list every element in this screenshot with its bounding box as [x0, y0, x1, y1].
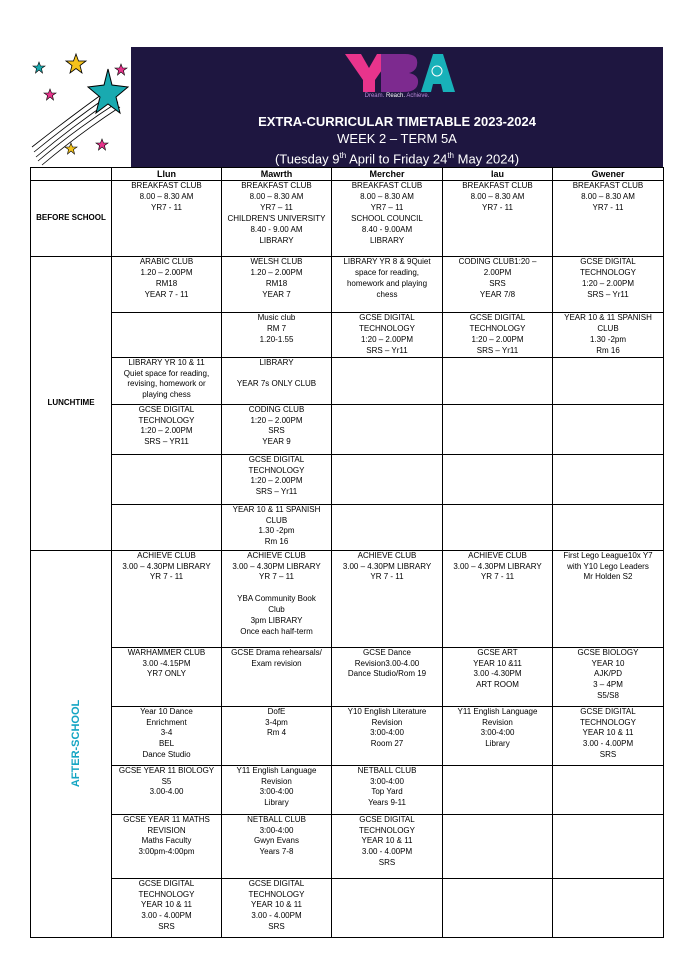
activity-cell	[553, 181, 664, 257]
activity-cell	[443, 814, 553, 878]
activity-line: 1:20 – 2.00PM	[581, 278, 635, 288]
activity-line: Room 27	[370, 739, 404, 749]
activity-line: Revision	[482, 717, 513, 727]
activity-cell	[332, 404, 443, 454]
activity-line: TECHNOLOGY	[579, 267, 636, 277]
after-school-row	[31, 550, 664, 647]
day-header: Llun	[112, 168, 222, 181]
activity-line: YR7 - 11	[592, 202, 624, 212]
activity-line: Revision	[261, 776, 292, 786]
activity-line: BEL	[158, 739, 175, 749]
activity-line: 3.00 – 4.30PM LIBRARY	[342, 561, 432, 571]
activity-cell	[112, 706, 222, 765]
activity-cell	[112, 313, 222, 358]
activity-cell	[443, 647, 553, 706]
activity-line: YEAR 10 & 11 SPANISH	[232, 504, 321, 514]
activity-line: Years 7-8	[259, 847, 294, 857]
activity-cell	[112, 357, 222, 404]
activity-line: LIBRARY	[259, 235, 294, 245]
activity-cell	[222, 454, 332, 504]
activity-line: NETBALL CLUB	[357, 765, 417, 775]
activity-line: YEAR 7s ONLY CLUB	[236, 379, 317, 389]
activity-line: YR 7 - 11	[480, 572, 515, 582]
activity-line: 8.00 – 8.30 AM	[470, 191, 525, 201]
shooting-stars-icon	[30, 47, 131, 167]
activity-line: ART ROOM	[476, 680, 519, 690]
activity-cell	[443, 878, 553, 937]
activity-line: YR7 – 11	[260, 202, 293, 212]
activity-cell	[443, 504, 553, 550]
activity-cell	[222, 706, 332, 765]
yba-logo-icon	[339, 52, 455, 94]
activity-line: GCSE DIGITAL	[248, 878, 305, 888]
activity-cell	[553, 454, 664, 504]
activity-line: TECHNOLOGY	[138, 889, 195, 899]
activity-line: Dance Studio/Rom 19	[347, 669, 427, 679]
activity-line: YEAR 10	[591, 658, 625, 668]
activity-line: 3pm LIBRARY	[250, 616, 303, 626]
activity-line: 3.00 – 4.30PM LIBRARY	[232, 561, 321, 571]
activity-line: REVISION	[147, 825, 186, 835]
activity-line: 3.00-4.00	[149, 787, 184, 797]
activity-line: TECHNOLOGY	[248, 889, 305, 899]
activity-cell	[332, 454, 443, 504]
activity-cell	[112, 550, 222, 647]
activity-line: 1.20 – 2.00PM	[250, 267, 303, 277]
activity-line: YEAR 10 & 11	[582, 728, 634, 738]
after-school-row	[31, 765, 664, 814]
activity-cell	[222, 313, 332, 358]
activity-line: GCSE DIGITAL	[469, 313, 526, 322]
activity-line: TECHNOLOGY	[358, 323, 415, 333]
activity-cell	[332, 765, 443, 814]
activity-line: 1:20 – 2.00PM	[360, 334, 414, 344]
activity-cell	[443, 181, 553, 257]
activity-line: 3-4pm	[265, 717, 288, 727]
activity-line: Enrichment	[146, 717, 187, 727]
activity-cell	[222, 504, 332, 550]
activity-line: 1:20 – 2.00PM	[471, 334, 524, 344]
activity-line: TECHNOLOGY	[138, 415, 195, 425]
activity-line: Rm 16	[596, 345, 620, 355]
title-block	[131, 113, 663, 167]
activity-cell	[332, 257, 443, 313]
activity-line: Top Yard	[371, 787, 403, 797]
activity-line: ACHIEVE CLUB	[468, 550, 527, 560]
activity-line: LIBRARY YR 8 & 9Quiet	[343, 257, 431, 266]
timetable-table	[30, 167, 664, 938]
day-header: Gwener	[553, 168, 664, 181]
activity-line: GCSE Drama rehearsals/	[231, 647, 322, 657]
activity-line: LIBRARY	[259, 357, 294, 367]
activity-line: Revision3.00-4.00	[354, 658, 420, 668]
activity-line: GCSE DIGITAL	[359, 814, 415, 824]
activity-cell	[222, 257, 332, 313]
activity-line: YR7 - 11	[151, 202, 182, 212]
activity-line: GCSE BIOLOGY	[577, 647, 639, 657]
activity-line: playing chess	[142, 390, 191, 400]
header-banner	[30, 47, 663, 167]
activity-line: Years 9-11	[368, 798, 406, 808]
activity-line: GCSE DIGITAL	[580, 257, 636, 266]
activity-line: GCSE DIGITAL	[138, 404, 195, 414]
activity-line: TECHNOLOGY	[248, 465, 305, 475]
after-school-row	[31, 814, 664, 878]
activity-line: CODING CLUB	[248, 404, 305, 414]
activity-line: YEAR 7 - 11	[144, 289, 189, 299]
activity-line: revising, homework or	[127, 379, 206, 389]
activity-line: Year 10 Dance	[140, 706, 193, 716]
activity-line: chess	[376, 289, 398, 299]
activity-line: SRS	[158, 922, 175, 932]
activity-line: 3:00-4:00	[259, 787, 294, 797]
activity-cell	[112, 257, 222, 313]
activity-cell	[553, 357, 664, 404]
activity-line: 8.00 – 8.30 AM	[581, 191, 635, 201]
activity-line	[224, 583, 329, 594]
activity-cell	[332, 878, 443, 937]
activity-cell	[332, 357, 443, 404]
activity-line: S5	[161, 776, 172, 786]
activity-line: 3.00 - 4.00PM	[361, 847, 413, 857]
activity-line: 1:20 – 2.00PM	[250, 476, 303, 486]
activity-line: SRS	[489, 278, 506, 288]
week-term: WEEK 2 – TERM 5A	[337, 131, 457, 146]
activity-line: CODING CLUB1:20 –	[458, 257, 537, 266]
activity-line: YR 7 – 11	[259, 572, 294, 582]
activity-line: 3 – 4PM	[593, 680, 623, 690]
activity-cell	[553, 878, 664, 937]
activity-line: NETBALL CLUB	[247, 814, 306, 824]
activity-line: 8.40 - 9.00 AM	[250, 224, 303, 234]
activity-cell	[222, 878, 332, 937]
activity-cell	[443, 765, 553, 814]
activity-cell	[332, 706, 443, 765]
section-lunchtime: LUNCHTIME	[31, 257, 112, 551]
activity-line: 1.30 -2pm	[258, 526, 295, 536]
activity-line: YR7 - 11	[482, 202, 513, 212]
activity-line: 1.20 – 2.00PM	[140, 267, 193, 277]
tagline-achieve: Achieve.	[405, 93, 430, 99]
activity-line: Revision	[371, 717, 403, 727]
section-before-school: BEFORE SCHOOL	[31, 181, 112, 257]
activity-line: YEAR 10 & 11	[251, 900, 302, 910]
activity-line: GCSE DIGITAL	[138, 878, 195, 888]
activity-line: Y10 English Literature	[347, 706, 427, 716]
activity-line: SRS – Yr11	[255, 487, 298, 497]
lunchtime-row	[31, 454, 664, 504]
activity-line: YR 7 - 11	[370, 572, 404, 582]
activity-line: Maths Faculty	[141, 836, 192, 846]
activity-line: BREAKFAST CLUB	[351, 181, 423, 190]
activity-line: 3:00-4:00	[480, 728, 515, 738]
activity-line: SRS	[599, 750, 617, 760]
activity-line: CLUB	[265, 515, 288, 525]
activity-line: 3.00 - 4.00PM	[582, 739, 634, 749]
activity-cell	[112, 647, 222, 706]
activity-cell	[112, 181, 222, 257]
activity-cell	[553, 404, 664, 454]
activity-line: SRS	[268, 426, 285, 436]
activity-line: SRS – Yr11	[366, 345, 408, 355]
activity-line: SRS – YR11	[144, 437, 189, 447]
section-after-school: AFTER-SCHOOL	[31, 550, 112, 937]
activity-cell	[443, 404, 553, 454]
activity-line: GCSE DIGITAL	[580, 706, 636, 716]
activity-cell	[112, 504, 222, 550]
activity-line: First Lego League10x Y7	[563, 550, 653, 560]
activity-line: GCSE DIGITAL	[359, 313, 415, 322]
activity-line: with Y10 Lego Leaders	[567, 561, 649, 571]
activity-line: LIBRARY YR 10 & 11	[128, 357, 205, 367]
activity-line: RM18	[155, 278, 178, 288]
activity-line: 3.00 – 4.30PM LIBRARY	[453, 561, 542, 571]
activity-cell	[553, 504, 664, 550]
activity-cell	[332, 181, 443, 257]
activity-line: ACHIEVE CLUB	[137, 550, 196, 560]
activity-line: GCSE Dance	[362, 647, 412, 657]
lunchtime-row	[31, 313, 664, 358]
activity-line: YR 7 - 11	[149, 572, 184, 582]
activity-cell	[222, 647, 332, 706]
activity-line: RM18	[265, 278, 288, 288]
activity-cell	[443, 454, 553, 504]
activity-line: YEAR 9	[262, 437, 291, 447]
activity-line: YR7 – 11	[370, 202, 404, 212]
activity-line: 2.00PM	[483, 267, 512, 277]
activity-line: BREAKFAST CLUB	[131, 181, 202, 190]
activity-line: YEAR 10 & 11 SPANISH	[564, 313, 652, 322]
activity-line: 3:00pm-4:00pm	[138, 847, 195, 857]
activity-cell	[553, 647, 664, 706]
day-header: Mercher	[332, 168, 443, 181]
activity-line: S5/S8	[597, 691, 619, 701]
activity-line: WELSH CLUB	[250, 257, 303, 266]
activity-cell	[222, 814, 332, 878]
activity-line: GCSE ART	[477, 647, 518, 657]
timetable-title: EXTRA-CURRICULAR TIMETABLE 2023-2024	[258, 114, 536, 129]
activity-line: YEAR 10 & 11	[361, 836, 413, 846]
activity-cell	[332, 814, 443, 878]
activity-line: AJK/PD	[593, 669, 622, 679]
activity-line: SRS – Yr11	[587, 289, 629, 299]
activity-cell	[443, 706, 553, 765]
activity-line: 3.00 - 4.00PM	[251, 911, 302, 921]
activity-line: TECHNOLOGY	[358, 825, 415, 835]
activity-line	[224, 369, 329, 380]
activity-cell	[443, 550, 553, 647]
activity-line: 8.00 – 8.30 AM	[249, 191, 304, 201]
activity-line: GCSE YEAR 11 MATHS	[123, 814, 210, 824]
activity-line: 8.40 - 9.00AM	[361, 224, 413, 234]
activity-line: GCSE YEAR 11 BIOLOGY	[118, 765, 215, 775]
activity-line: space for reading,	[354, 267, 420, 277]
activity-line: Rm 16	[264, 537, 289, 547]
activity-cell	[553, 765, 664, 814]
stars-artwork	[30, 47, 131, 167]
activity-line: BREAKFAST CLUB	[462, 181, 533, 190]
after-school-row	[31, 647, 664, 706]
activity-line: 3.00 -4.15PM	[142, 658, 191, 668]
activity-cell	[222, 181, 332, 257]
activity-line: CLUB	[597, 323, 619, 333]
timetable-page	[30, 47, 663, 938]
activity-line: YEAR 10 &11	[473, 658, 522, 668]
activity-cell	[553, 313, 664, 358]
after-school-row	[31, 878, 664, 937]
activity-line: SRS	[378, 858, 396, 868]
activity-line: 1:20 – 2.00PM	[250, 415, 303, 425]
activity-line: Mr Holden S2	[583, 572, 633, 582]
activity-cell	[553, 550, 664, 647]
activity-line: 3.00 – 4.30PM LIBRARY	[122, 561, 211, 571]
activity-line: homework and playing	[346, 278, 428, 288]
activity-line: Club	[268, 605, 285, 615]
activity-line: GCSE DIGITAL	[248, 454, 305, 464]
activity-line: Exam revision	[251, 658, 302, 668]
activity-line: 3:00-4:00	[259, 825, 294, 835]
activity-line: 3:00-4:00	[370, 776, 404, 786]
activity-line: SRS – Yr11	[476, 345, 519, 355]
activity-line: 3.00 - 4.00PM	[141, 911, 192, 921]
activity-line: Rm 4	[266, 728, 287, 738]
activity-line: RM 7	[266, 323, 287, 333]
activity-line: Dance Studio	[142, 750, 191, 760]
activity-cell	[112, 878, 222, 937]
date-range: (Tuesday 9th April to Friday 24th May 2024)	[274, 151, 520, 167]
activity-line: YBA Community Book	[237, 594, 316, 604]
activity-line: YEAR 10 & 11	[141, 900, 192, 910]
activity-cell	[332, 504, 443, 550]
activity-cell	[222, 765, 332, 814]
activity-line: SCHOOL COUNCIL	[351, 213, 423, 223]
activity-cell	[553, 257, 664, 313]
tagline-dream: Dream.	[364, 93, 386, 99]
activity-line: WARHAMMER CLUB	[127, 647, 206, 657]
activity-cell	[112, 404, 222, 454]
activity-line: 1.30 -2pm	[589, 334, 627, 344]
activity-line: BREAKFAST CLUB	[241, 181, 312, 190]
activity-line: LIBRARY	[369, 235, 405, 245]
activity-line: DofE	[267, 706, 286, 716]
activity-line: ACHIEVE CLUB	[247, 550, 306, 560]
tagline-reach: Reach.	[385, 93, 405, 99]
before-school-row	[31, 181, 664, 257]
lunchtime-row	[31, 357, 664, 404]
activity-line: TECHNOLOGY	[579, 717, 636, 727]
activity-cell	[222, 357, 332, 404]
activity-line: Gwyn Evans	[254, 836, 299, 846]
activity-cell	[222, 550, 332, 647]
day-header-row	[31, 168, 664, 181]
activity-cell	[443, 313, 553, 358]
activity-line: 3-4	[160, 728, 173, 738]
lunchtime-row	[31, 404, 664, 454]
lunchtime-row	[31, 504, 664, 550]
activity-line: ACHIEVE CLUB	[357, 550, 417, 560]
activity-cell	[332, 647, 443, 706]
lunchtime-row	[31, 257, 664, 313]
activity-line: Quiet space for reading,	[123, 368, 210, 378]
activity-line: Music club	[257, 313, 296, 322]
logo-tagline	[339, 93, 455, 99]
activity-cell	[553, 814, 664, 878]
activity-line: 3.00 -4.30PM	[473, 669, 522, 679]
activity-line: ARABIC CLUB	[139, 257, 194, 266]
activity-cell	[332, 550, 443, 647]
activity-line: YEAR 7	[262, 289, 291, 299]
activity-cell	[332, 313, 443, 358]
activity-line: 8.00 – 8.30 AM	[139, 191, 194, 201]
activity-line: 1.20-1.55	[259, 334, 294, 344]
day-header: Iau	[443, 168, 553, 181]
day-header: Mawrth	[222, 168, 332, 181]
activity-line: 3:00-4:00	[370, 728, 404, 738]
activity-line: BREAKFAST CLUB	[572, 181, 644, 190]
corner-cell	[31, 168, 112, 181]
activity-cell	[443, 357, 553, 404]
after-school-row	[31, 706, 664, 765]
activity-line: 8.00 – 8.30 AM	[360, 191, 414, 201]
activity-line: YR7 ONLY	[147, 669, 186, 679]
activity-line: Library	[485, 739, 510, 749]
activity-cell	[443, 257, 553, 313]
activity-line: Y11 English Language	[236, 765, 317, 775]
activity-line: Once each half-term	[240, 626, 313, 636]
activity-line: YEAR 7/8	[479, 289, 516, 299]
activity-cell	[222, 404, 332, 454]
activity-line: Y11 English Language	[457, 706, 538, 716]
activity-line: Library	[264, 798, 289, 808]
activity-line: TECHNOLOGY	[469, 323, 526, 333]
activity-cell	[112, 454, 222, 504]
activity-line: 1:20 – 2.00PM	[140, 426, 193, 436]
activity-cell	[553, 706, 664, 765]
activity-cell	[112, 814, 222, 878]
activity-line: CHILDREN'S UNIVERSITY	[227, 213, 326, 223]
activity-line: SRS	[268, 922, 285, 932]
activity-cell	[112, 765, 222, 814]
